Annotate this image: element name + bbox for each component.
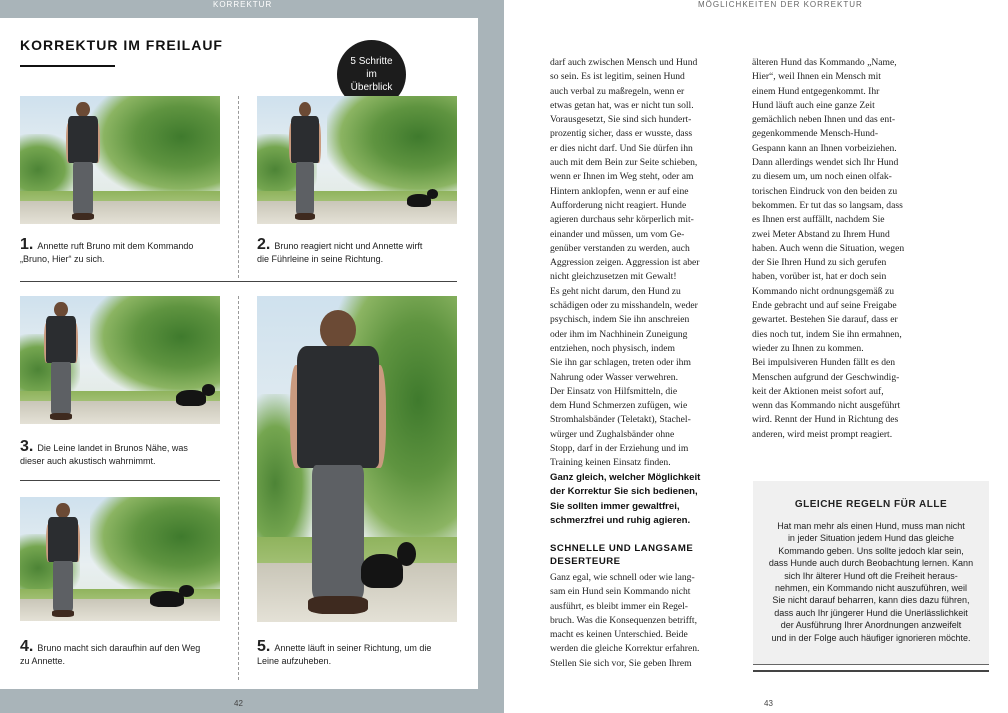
dog-figure [176, 390, 206, 406]
info-box-title: GLEICHE REGELN FÜR ALLE [794, 499, 948, 510]
step-text-line: Bruno macht sich daraufhin auf den Weg [37, 643, 201, 653]
person-figure [291, 102, 319, 220]
dog-figure [361, 554, 403, 588]
running-head-right: MÖGLICHKEITEN DER KORREKTUR [698, 0, 863, 9]
page-title: KORREKTUR IM FREILAUF [20, 37, 223, 53]
body-column-1-continued: Ganz egal, wie schnell oder wie lang- sam ein Hund sein Kommando nicht ausführt, es bleibt immer ein Regel- bruch. Was die Konsequenzen betrifft, macht es keinen Unterschied. Beide werden die gleiche Korrektur erfahren. Stellen Sie sich vor, Sie geben Ihrem [550, 572, 700, 669]
dog-figure [407, 194, 431, 207]
step-1-caption [20, 238, 225, 266]
step-text-line: Annette läuft in seiner Richtung, um die [274, 643, 432, 653]
info-box-text: Hat man mehr als einen Hund, muss man nicht in jeder Situation jedem Hund das gleiche Kommando geben. Uns sollte jedoch klar sein, dass Hunde auch durch Beobachtung lernen. Kann sich Ihr älterer Hund oft die Freiheit heraus- nehmen, ein Kommando nicht auszuführen, weil Sie nicht darauf beharren, kann dies dazu führen, dass auch Ihr jüngerer Hund die Unerlässlichkeit der Ausführung Ihrer Anordnungen anzweifelt und in der Folge auch häufiger ignorieren möchte. [768, 521, 974, 643]
step-number: 1. [20, 236, 34, 253]
title-rule [20, 65, 115, 67]
person-figure [68, 102, 98, 220]
person-figure [48, 503, 78, 617]
step-text-line: die Führleine in seine Richtung. [257, 254, 384, 264]
step-5-photo [257, 296, 457, 622]
step-4-caption [20, 640, 230, 668]
row-divider [20, 480, 220, 481]
page-number-left: 42 [234, 699, 243, 708]
section-heading: SCHNELLE UND LANGSAME DESERTEURE [550, 543, 694, 567]
badge-line-2: im [366, 69, 377, 80]
step-text-line: Leine aufzuheben. [257, 656, 332, 666]
row-divider [20, 281, 457, 282]
step-3-caption [20, 440, 225, 468]
step-number: 2. [257, 236, 271, 253]
step-number: 4. [20, 638, 34, 655]
step-text-line: Die Leine landet in Brunos Nähe, was [37, 443, 188, 453]
step-1-photo [20, 96, 220, 224]
step-number: 3. [20, 438, 34, 455]
step-2-caption [257, 238, 467, 266]
step-text-line: „Bruno, Hier“ zu sich. [20, 254, 105, 264]
info-box [753, 481, 989, 664]
info-box-rule [753, 664, 989, 672]
running-head-left: KORREKTUR [213, 0, 273, 9]
badge-line-3: Überblick [350, 82, 393, 93]
page-number-right: 43 [764, 699, 773, 708]
key-statement: Ganz gleich, welcher Möglichkeit der Korrektur Sie sich bedienen, Sie sollten immer gewaltfrei, schmerzfrei und ruhig agieren. [550, 472, 701, 526]
column-divider [238, 96, 239, 278]
body-column-1: darf auch zwischen Mensch und Hund so sein. Es ist legitim, seinen Hund auch verbal zu maßregeln, wenn er etwas getan hat, was er nicht tun soll. Vorausgesetzt, Sie sind sich hundert- prozentig sicher, dass er wusste, dass er dies nicht darf. Und Sie dürfen ihn auch mit dem Bein zur Seite schieben, wenn er Ihnen im Weg steht, oder am Hintern anklopfen, wenn er auf eine Aufforderung nicht reagiert. Hunde agieren durchaus sehr körperlich mit- einander und müssen, um vom Ge- genüber verstanden zu werden, auch Aggression zeigen. Aggression ist aber nicht gleichzusetzen mit Gewalt! Es geht nicht darum, den Hund zu schädigen oder zu misshandeln, weder psychisch, indem Sie ihn anschreien oder ihm im Nachhinein Zuneigung entziehen, noch physisch, indem Sie ihn gar schlagen, treten oder ihm Nahrung oder Wasser verwehren. Der Einsatz von Hilfsmitteln, die dem Hund Schmerzen zufügen, wie Stromhalsbänder (Teletakt), Stachel- würger und Zughalsbänder ohne Stopp, darf in der Erziehung und im Training keinen Einsatz finden. [550, 57, 700, 469]
left-page [0, 18, 478, 689]
step-2-photo [257, 96, 457, 224]
step-4-photo [20, 497, 220, 621]
step-text-line: zu Annette. [20, 656, 66, 666]
step-3-photo [20, 296, 220, 424]
badge-line-1: 5 Schritte [350, 56, 393, 67]
person-figure [46, 302, 76, 420]
step-5-caption [257, 640, 467, 668]
dog-figure [150, 591, 184, 607]
step-text-line: Annette ruft Bruno mit dem Kommando [37, 241, 194, 251]
step-text-line: Bruno reagiert nicht und Annette wirft [274, 241, 423, 251]
column-divider [238, 296, 239, 680]
body-column-2: älteren Hund das Kommando „Name, Hier“, weil Ihnen ein Mensch mit einem Hund entgegenkommt. Ihr Hund läuft auch eine ganze Zeit gemächlich neben Ihnen und das ent- gegenkommende Mensch-Hund- Gespann kann an Ihnen vorbeiziehen. Dann allerdings wendet sich Ihr Hund zu diesem um, um noch einen olfak- torischen Eindruck von den beiden zu bekommen. Er tut das so langsam, dass es Ihnen erst auffällt, nachdem Sie zwei Meter Abstand zu Ihrem Hund haben. Auch wenn die Situation, wegen der Sie Ihren Hund zu sich gerufen haben, vorüber ist, hat er doch sein Kommando nicht ordnungsgemäß zu Ende gebracht und auf seine Freigabe gewartet. Bestehen Sie darauf, dass er dies noch tut, indem Sie ihn ermahnen, wieder zu Ihnen zu kommen. Bei impulsiveren Hunden fällt es den Menschen aufgrund der Geschwindig- keit der Aktionen meist sofort auf, wenn das Kommando nicht ausgeführt wird. Rennt der Hund in Richtung des anderen, wird meist prompt reagiert. [752, 57, 905, 440]
step-number: 5. [257, 638, 271, 655]
step-text-line: dieser auch akustisch wahrnimmt. [20, 456, 156, 466]
